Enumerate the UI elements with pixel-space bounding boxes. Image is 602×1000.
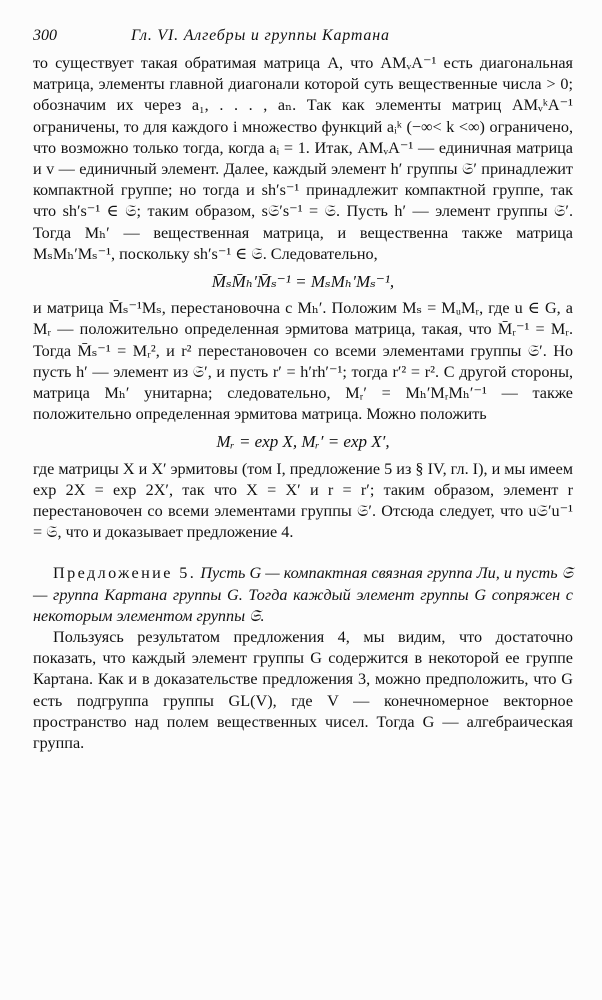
equation-1: M̄ₛM̄ₕ′M̄ₛ⁻¹ = MₛMₕ′Mₛ⁻¹, <box>211 272 395 292</box>
paragraph-1: то существует такая обратимая матрица A, что AMᵥA⁻¹ есть диагональная матрица, элементы главной диагонали которой суть вещественные числа > 0; обозначим их через a₁, . . . , aₙ. Так как элементы матриц AMᵥᵏA⁻¹ ограничены, то для каждого i множество функций aᵢᵏ (−∞< k <∞) ограничено, что возможно только тогда, когда aᵢ = 1. Итак, AMᵥA⁻¹ — единичная матрица и v — единичный элемент. Далее, каждый элемент h′ группы 𝔖′ принадлежит компактной группе; но тогда и sh′s⁻¹ принадлежит компактной группе, так что sh′s⁻¹ ∈ 𝔖; таким образом, s𝔖′s⁻¹ = 𝔖. Пусть h′ — элемент группы 𝔖′. Тогда Mₕ′ — вещественная матрица, и вещественна также матрица MₛMₕ′Mₛ⁻¹, поскольку sh′s⁻¹ ∈ 𝔖. Следовательно, <box>33 54 573 263</box>
body-text <box>33 53 573 754</box>
page-number: 300 <box>33 27 57 44</box>
proposition-text: Пусть G — компактная связная группа Ли, и пусть 𝔖 — группа Картана группы G. Тогда каждый элемент группы G сопряжен с некоторым элементом группы 𝔖. <box>33 564 574 625</box>
paragraph-2: и матрица M̄ₛ⁻¹Mₛ, перестановочна с Mₕ′. Положим Mₛ = MᵤMᵣ, где u ∈ G, а Mᵣ — положительно определенная эрмитова матрица, такая, что M̄ᵣ⁻¹ = Mᵣ. Тогда M̄ₛ⁻¹ = Mᵣ², и r² перестановочен со всеми элементами группы 𝔖′. Но пусть h′ — элемент из 𝔖′, и пусть r′ = h′rh′⁻¹; тогда r′² = r². С другой стороны, матрица Mₕ′ унитарна; следовательно, Mᵣ′ = Mₕ′MᵣMₕ′⁻¹ — также положительно определенная эрмитова матрица. Можно положить <box>33 299 573 424</box>
proposition-label: Предложение 5. <box>53 564 197 583</box>
running-header <box>33 27 573 53</box>
paragraph-3: где матрицы X и X′ эрмитовы (том I, предложение 5 из § IV, гл. I), и мы имеем exp 2X = exp 2X′, так что X = X′ и r = r′; таким образом, элемент r перестановочен со всеми элементами группы 𝔖′. Отсюда следует, что u𝔖′u⁻¹ = 𝔖, что и доказывает предложение 4. <box>33 459 573 542</box>
paragraph-4: Пользуясь результатом предложения 4, мы видим, что достаточно показать, что каждый элемент группы G содержится в некоторой ее группе Картана. Как и в доказательстве предложения 3, можно предположить, что G есть подгруппа группы GL(V), где V — конечномерное векторное пространство над полем вещественных чисел. Тогда G — алгебраическая группа. <box>33 628 573 753</box>
page <box>33 27 573 754</box>
proposition-5 <box>33 563 573 627</box>
spacer <box>33 543 573 563</box>
running-title: Гл. VI. Алгебры и группы Картана <box>131 27 390 44</box>
equation-2: Mᵣ = exp X, Mᵣ′ = exp X′, <box>216 432 390 452</box>
